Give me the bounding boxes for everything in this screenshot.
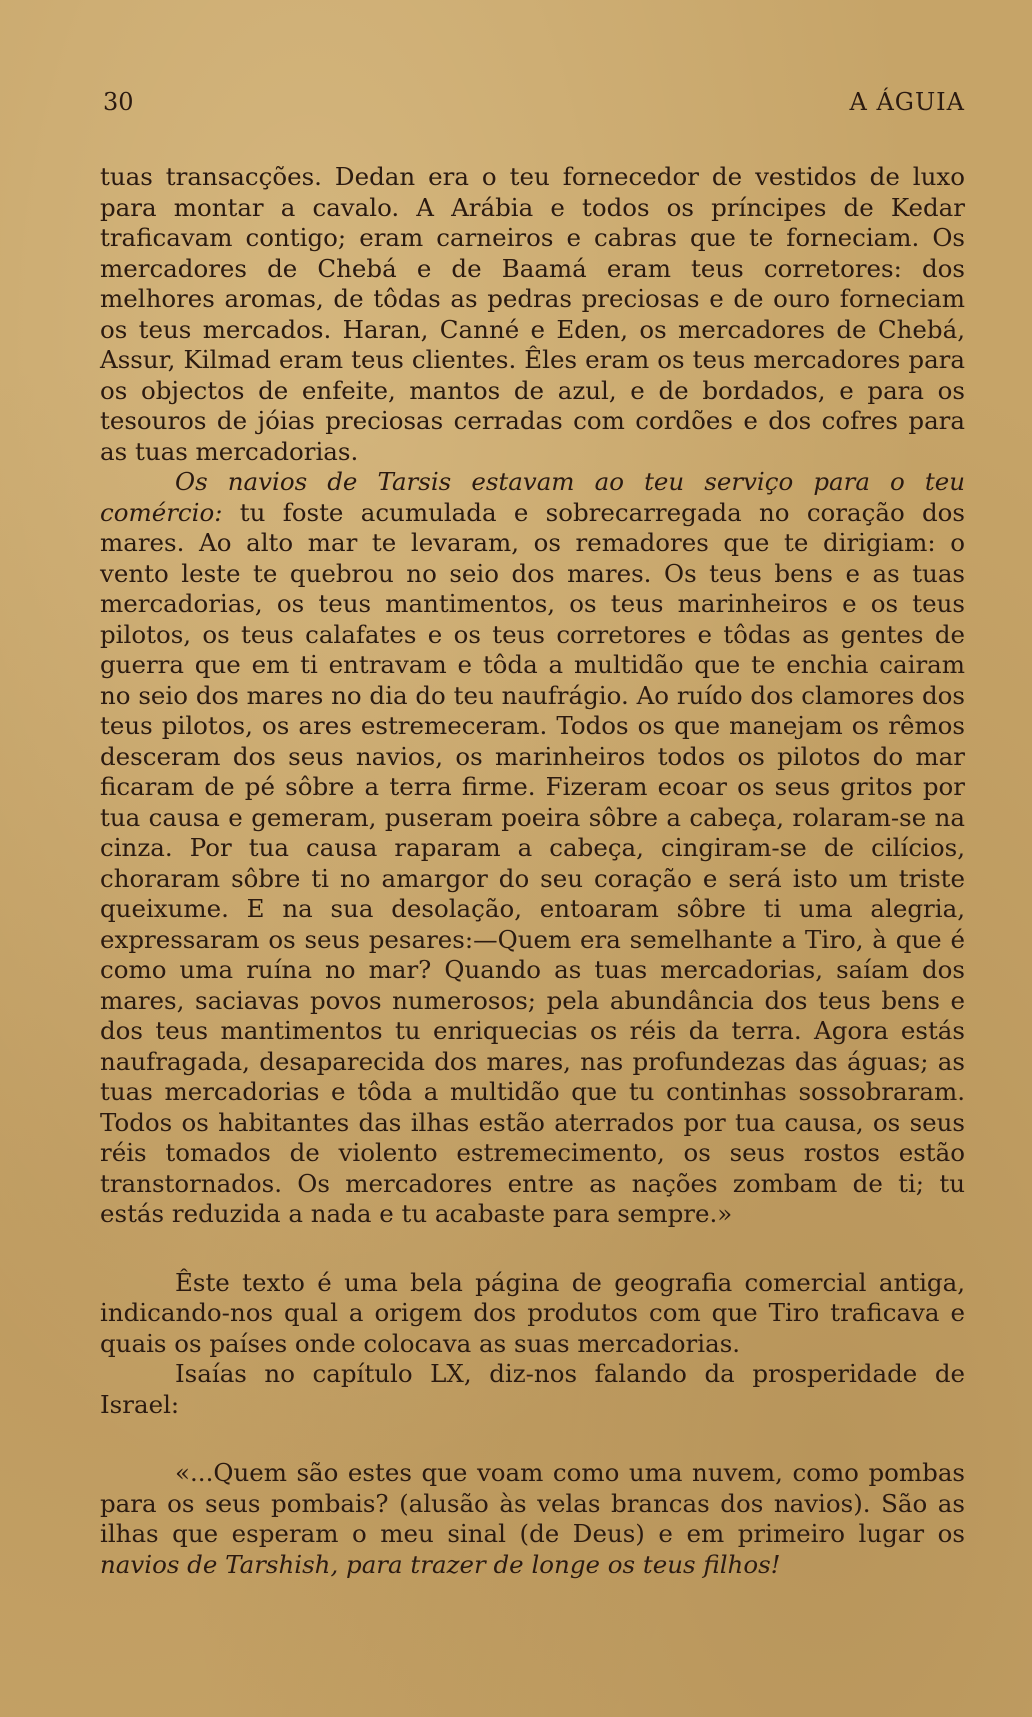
body-text xyxy=(100,162,965,1580)
paragraph-tarsis-ships xyxy=(100,467,965,1230)
italic-phrase-tarsis: Os navios de Tarsis estavam ao teu serviço para o teu comércio: xyxy=(100,467,965,527)
paragraph-tyre-trade: tuas transacções. Dedan era o teu fornecedor de vestidos de luxo para montar a cavalo. A Arábia e todos os príncipes de Kedar traficavam contigo; eram carneiros e cabras que te forneciam. Os mercadores de Chebá e de Baamá eram teus corretores: dos melhores aromas, de tôdas as pedras preciosas e de ouro forneciam os teus mercados. Haran, Canné e Eden, os mercadores de Chebá, Assur, Kilmad eram teus clientes. Êles eram os teus mercadores para os objectos de enfeite, mantos de azul, e de bordados, e para os tesouros de jóias preciosas cerradas com cordões e dos cofres para as tuas mercadorias. xyxy=(100,162,965,466)
paragraph-tarsis-rest: tu foste acumulada e sobrecarregada no coração dos mares. Ao alto mar te levaram, os remadores que te dirigiam: o vento leste te quebrou no seio dos mares. Os teus bens e as tuas mercadorias, os teus mantimentos, os teus marinheiros e os teus pilotos, os teus calafates e os teus corretores e tôdas as gentes de guerra que em ti entravam e tôda a multidão que te enchia cairam no seio dos mares no dia do teu naufrágio. Ao ruído dos clamores dos teus pilotos, os ares estremeceram. Todos os que manejam os rêmos desceram dos seus navios, os marinheiros todos os pilotos do mar ficaram de pé sôbre a terra firme. Fizeram ecoar os seus gritos por tua causa e gemeram, puseram poeira sôbre a cabeça, rolaram-se na cinza. Por tua causa raparam a cabeça, cingiram-se de cilícios, choraram sôbre ti no amargor do seu coração e será isto um triste queixume. E na sua desolação, entoaram sôbre ti uma alegria, expressaram os seus pesares:—Quem era semelhante a Tiro, à que é como uma ruína no mar? Quando as tuas mercadorias, saíam dos mares, saciavas povos numerosos; pela abundância dos teus bens e dos teus mantimentos tu enriquecias os réis da terra. Agora estás naufragada, desaparecida dos mares, nas profundezas das águas; as tuas mercadorias e tôda a multidão que tu continhas sossobraram. Todos os habitantes das ilhas estão aterrados por tua causa, os seus réis tomados de violento estremecimento, os seus rostos estão transtornados. Os mercadores entre as nações zombam de ti; tu estás reduzida a nada e tu acabaste para sempre.» xyxy=(100,497,965,1228)
italic-phrase-tarshish: navios de Tarshish, para trazer de longe os teus filhos! xyxy=(100,1549,781,1579)
running-title: A ÁGUIA xyxy=(849,88,965,116)
page-number: 30 xyxy=(103,88,134,116)
paragraph-isaiah-quote xyxy=(100,1458,965,1580)
paragraph-isaiah-intro: Isaías no capítulo LX, diz-nos falando da prosperidade de Israel: xyxy=(100,1359,965,1419)
paragraph-commentary: Êste texto é uma bela página de geografia comercial antiga, indicando-nos qual a origem dos produtos com que Tiro traficava e quais os países onde colocava as suas mercadorias. xyxy=(100,1267,965,1358)
running-head xyxy=(103,88,965,128)
quote-text: «...Quem são estes que voam como uma nuvem, como pombas para os seus pombais? (alusão às velas brancas dos navios). São as ilhas que esperam o meu sinal (de Deus) e em primeiro lugar os xyxy=(100,1458,965,1548)
